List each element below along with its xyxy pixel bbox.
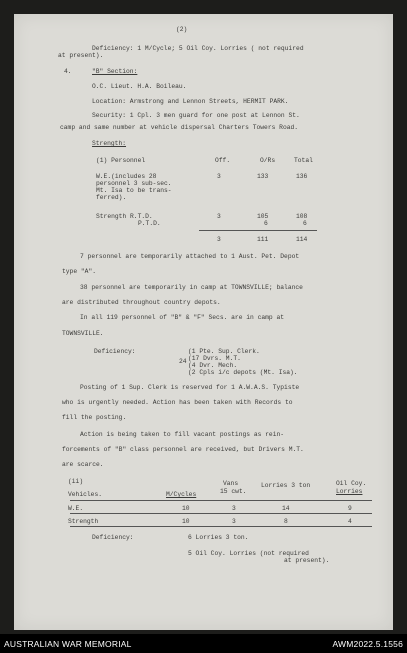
document-page (14, 14, 393, 630)
deficiency-item-2: (17 Dvrs. M.T. (188, 355, 241, 362)
deficiency-label: Deficiency: (94, 348, 136, 355)
para-all-2: TOWNSVILLE. (62, 330, 104, 337)
para-camp-1: 38 personnel are temporarily in camp at TOWNSVILLE; balance (80, 284, 303, 291)
vehicles-we-lorries: 14 (282, 505, 290, 512)
location: Location: Armstrong and Lennon Streets, HERMIT PARK. (92, 98, 289, 105)
security-line-2: camp and same number at vehicle dispersal Charters Towers Road. (60, 124, 299, 131)
deficiency-line-2: at present). (58, 52, 104, 59)
col-ors-header: O/Rs (260, 157, 276, 164)
vehicles-strength-label: Strength (68, 518, 99, 525)
vehicles-we-oil: 9 (348, 505, 352, 512)
col-mc-header: M/Cycles (166, 491, 197, 498)
officer-commanding: O.C. Lieut. H.A. Boileau. (92, 83, 187, 90)
para-action-1: Action is being taken to fill vacant postings as rein- (80, 431, 285, 438)
vehicles-we-label: W.E. (68, 505, 84, 512)
sum-ors: 111 (257, 236, 269, 243)
ptd-ors: 6 (264, 220, 268, 227)
para-action-3: are scarce. (62, 461, 104, 468)
vehicles-rule-top (70, 500, 372, 501)
para-camp-2: are distributed throughout country depots. (62, 299, 221, 306)
ptd-total: 6 (303, 220, 307, 227)
personnel-heading: (1) Personnel (96, 157, 146, 164)
footer-bar (0, 634, 407, 653)
strength-heading: Strength: (92, 140, 127, 147)
we-ors: 133 (257, 173, 269, 180)
vehicles-we-vans: 3 (232, 505, 236, 512)
col-vans-header-1: Vans (223, 480, 239, 487)
rtd-off: 3 (217, 213, 221, 220)
we-row-label-4: ferred). (96, 194, 127, 201)
sum-off: 3 (217, 236, 221, 243)
strength-ptd-label: P.T.D. (138, 220, 161, 227)
deficiency-line-1: Deficiency: 1 M/Cycle; 5 Oil Coy. Lorries ( not required (92, 45, 304, 52)
para-attached-1: 7 personnel are temporarily attached to 1 Aust. Pet. Depot (80, 253, 300, 260)
vehicles-rule-mid (70, 513, 372, 514)
col-oil-header-2: Lorries (336, 488, 363, 495)
vehicles-we-mc: 10 (182, 505, 190, 512)
we-row-label-1: W.E.(includes 28 (96, 173, 157, 180)
strength-rtd-label: Strength R.T.D. (96, 213, 153, 220)
page-number: (2) (176, 26, 188, 33)
col-oil-header-1: Oil Coy. (336, 480, 367, 487)
sum-rule (199, 230, 317, 231)
vehicles-number: (ii) (68, 478, 84, 485)
para-all-1: In all 119 personnel of "B" & "F" Secs. are in camp at (80, 314, 285, 321)
para-posting-1: Posting of 1 Sup. Clerk is reserved for 1 A.W.A.S. Typiste (80, 384, 300, 391)
we-total: 136 (296, 173, 308, 180)
security-line-1: Security: 1 Cpl. 3 men guard for one post at Lennon St. (92, 112, 300, 119)
deficiency-item-1: (1 Pte. Sup. Clerk. (188, 348, 260, 355)
col-vans-header-2: 15 cwt. (220, 488, 247, 495)
vehicle-deficiency-3: at present). (284, 557, 330, 564)
rtd-ors: 105 (257, 213, 269, 220)
vehicles-rule-bottom (70, 526, 372, 527)
deficiency-item-4: (2 Cpls i/c depots (Mt. Isa). (188, 369, 298, 376)
para-action-2: forcements of "B" class personnel are received, but Drivers M.T. (62, 446, 304, 453)
we-off: 3 (217, 173, 221, 180)
section-title: "B" Section: (92, 68, 138, 75)
rtd-total: 108 (296, 213, 308, 220)
para-attached-2: type "A". (62, 268, 97, 275)
para-posting-2: who is urgently needed. Action has been taken with Records to (62, 399, 293, 406)
col-total-header: Total (294, 157, 313, 164)
para-posting-3: fill the posting. (62, 414, 127, 421)
vehicles-strength-lorries: 8 (284, 518, 288, 525)
deficiency-total: 24 (179, 358, 187, 365)
we-row-label-3: Mt. Isa to be trans- (96, 187, 172, 194)
vehicle-deficiency-1: 6 Lorries 3 ton. (188, 534, 249, 541)
footer-accession: AWM2022.5.1556 (332, 639, 403, 649)
vehicle-deficiency-2: 5 Oil Coy. Lorries (not required (188, 550, 309, 557)
vehicle-deficiency-label: Deficiency: (92, 534, 134, 541)
vehicles-strength-oil: 4 (348, 518, 352, 525)
vehicles-strength-mc: 10 (182, 518, 190, 525)
sum-total: 114 (296, 236, 308, 243)
footer-source: AUSTRALIAN WAR MEMORIAL (4, 639, 132, 649)
vehicles-heading: Vehicles. (68, 491, 103, 498)
we-row-label-2: personnel 3 sub-sec. (96, 180, 172, 187)
section-number: 4. (64, 68, 72, 75)
vehicles-strength-vans: 3 (232, 518, 236, 525)
col-off-header: Off. (215, 157, 231, 164)
deficiency-item-3: (4 Dvr. Mech. (188, 362, 238, 369)
col-lorries-header: Lorries 3 ton (261, 482, 311, 489)
